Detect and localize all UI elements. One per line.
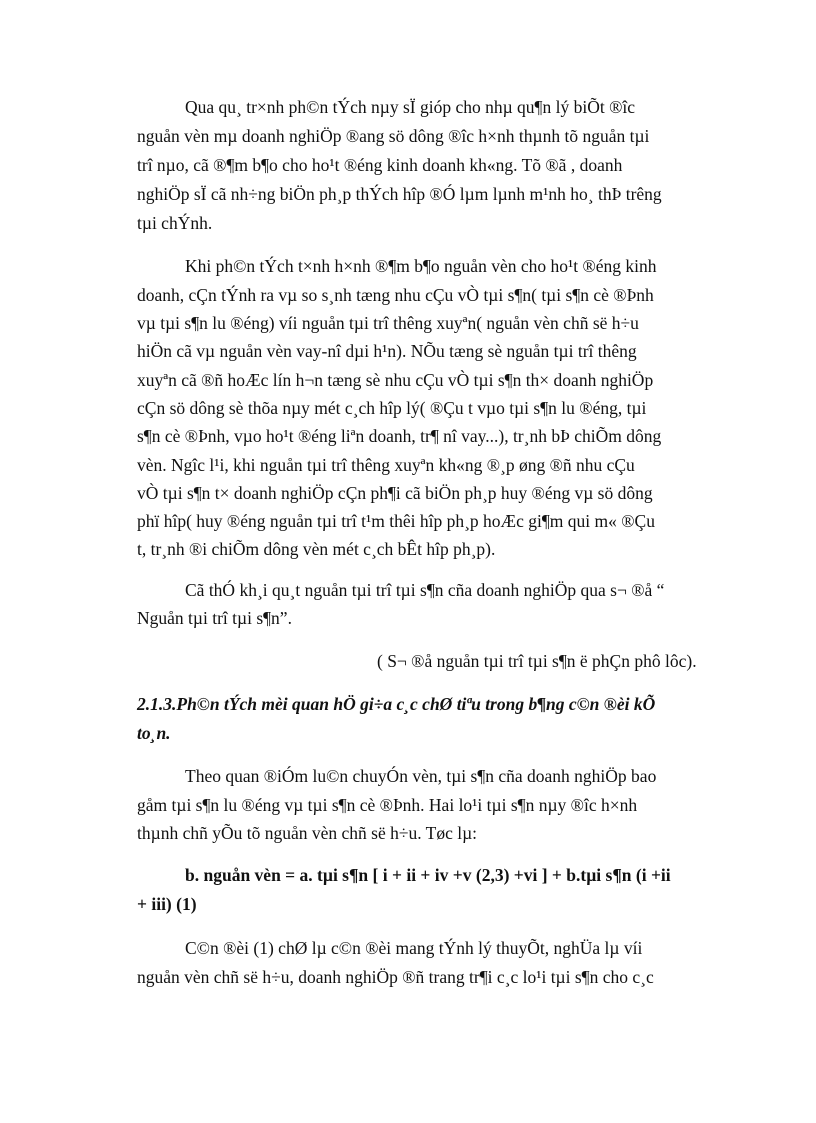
text-line: C©n ®èi (1) chØ lµ c©n ®èi mang tÝnh lý thuyÕt, nghÜa lµ víi: [185, 938, 643, 958]
text-line: gåm tµi s¶n lu ®éng vµ tµi s¶n cè ®Þnh. Hai lo¹i tµi s¶n nµy ®îc h×nh: [137, 795, 638, 815]
text-line: Qua qu¸ tr×nh ph©n tÝch nµy sÏ gióp cho nhµ qu¶n lý biÕt ®îc: [185, 97, 635, 117]
text-line: Theo quan ®iÓm lu©n chuyÓn vèn, tµi s¶n cña doanh nghiÖp bao: [185, 766, 657, 786]
text-line: vµ tµi s¶n lu ®éng) víi nguån tµi trî thêng xuyªn( nguån vèn chñ së h÷u: [137, 313, 639, 333]
text-line: nguån vèn chñ së h÷u, doanh nghiÖp ®ñ trang tr¶i c¸c lo¹i tµi s¶n cho c¸c: [137, 967, 654, 987]
text-line: t, tr¸nh ®i chiÕm dông vèn mét c¸ch bÊt hîp ph¸p).: [137, 539, 496, 559]
text-line: s¶n cè ®Þnh, vµo ho¹t ®éng liªn doanh, tr¶ nî vay...), tr¸nh bÞ chiÕm dông: [137, 426, 662, 446]
balance-formula: b. nguån vèn = a. tµi s¶n [ i + ii + iv +v (2,3) +vi ] + b.tµi s¶n (i +ii: [185, 865, 671, 885]
text-line: doanh, cÇn tÝnh ra vµ so s¸nh tæng nhu cÇu vÒ tµi s¶n( tµi s¶n cè ®Þnh: [137, 285, 654, 305]
text-line: tµi chÝnh.: [137, 213, 213, 233]
text-line: Cã thÓ kh¸i qu¸t nguån tµi trî tµi s¶n cña doanh nghiÖp qua s¬ ®å “: [185, 580, 665, 600]
section-heading: to¸n.: [137, 723, 171, 743]
text-line: cÇn sö dông sè thõa nµy mét c¸ch hîp lý( ®Çu t vµo tµi s¶n lu ®éng, tµi: [137, 398, 647, 418]
text-line: vèn. Ngîc l¹i, khi nguån tµi trî thêng xuyªn kh«ng ®¸p øng ®ñ nhu cÇu: [137, 455, 635, 475]
balance-formula: + iii) (1): [137, 894, 197, 914]
section-heading: 2.1.3.Ph©n tÝch mèi quan hÖ gi÷a c¸c chØ tiªu trong b¶ng c©n ®èi kÕ: [137, 694, 656, 714]
text-line: nghiÖp sÏ cã nh÷ng biÖn ph¸p thÝch hîp ®Ó lµm lµnh m¹nh ho¸ thÞ trêng: [137, 184, 662, 204]
text-line: xuyªn cã ®ñ hoÆc lín h¬n tæng sè nhu cÇu vÒ tµi s¶n th× doanh nghiÖp: [137, 370, 654, 390]
text-line: thµnh chñ yÕu tõ nguån vèn chñ së h÷u. Tøc lµ:: [137, 823, 478, 843]
text-line: phï hîp( huy ®éng nguån tµi trî t¹m thêi hîp ph¸p hoÆc gi¶m qui m« ®Çu: [137, 511, 655, 531]
text-line: trî nµo, cã ®¶m b¶o cho ho¹t ®éng kinh doanh kh«ng. Tõ ®ã , doanh: [137, 155, 623, 175]
diagram-reference-note: ( S¬ ®å nguån tµi trî tµi s¶n ë phÇn phô lôc).: [377, 651, 697, 671]
text-line: hiÖn cã vµ nguån vèn vay-nî dµi h¹n). NÕu tæng sè nguån tµi trî thêng: [137, 341, 637, 361]
text-line: Khi ph©n tÝch t×nh h×nh ®¶m b¶o nguån vèn cho ho¹t ®éng kinh: [185, 256, 657, 276]
text-line: nguån vèn mµ doanh nghiÖp ®ang sö dông ®îc h×nh thµnh tõ nguån tµi: [137, 126, 650, 146]
text-line: vÒ tµi s¶n t× doanh nghiÖp cÇn ph¶i cã biÖn ph¸p huy ®éng vµ sö dông: [137, 483, 653, 503]
text-line: Nguån tµi trî tµi s¶n”.: [137, 608, 292, 628]
